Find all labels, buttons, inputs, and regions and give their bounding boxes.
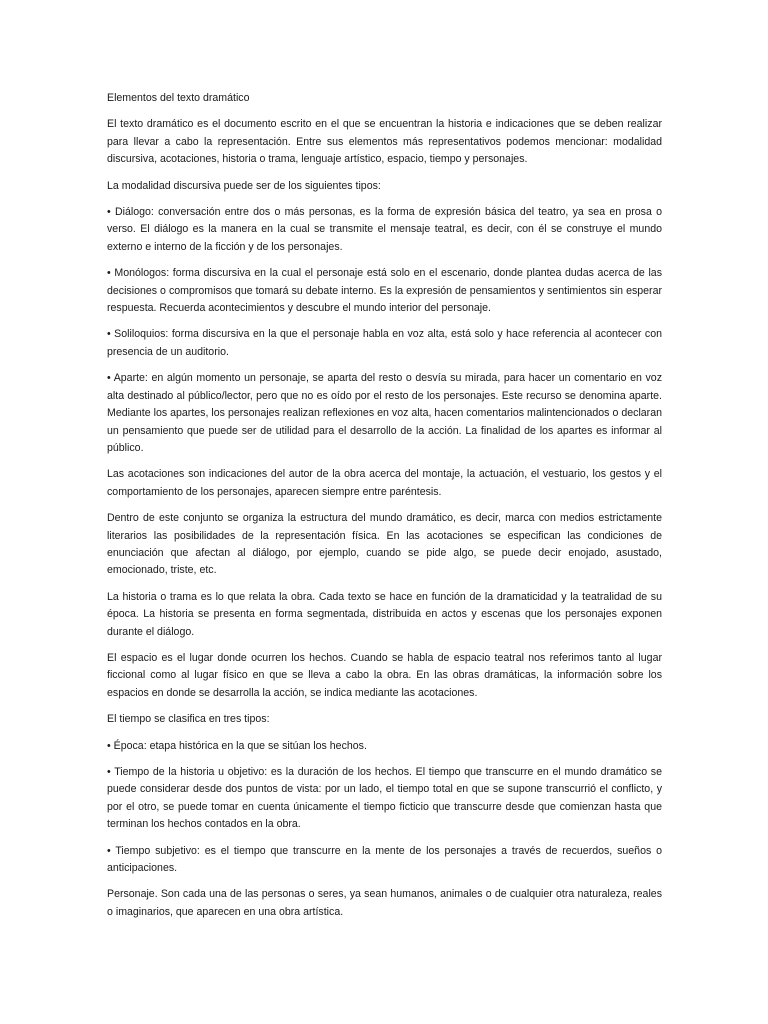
bullet-soliloquios: • Soliloquios: forma discursiva en la que el personaje habla en voz alta, está solo y hace referencia al acontecer con presencia de un auditorio. <box>107 328 662 358</box>
bullet-epoca: • Época: etapa histórica en la que se sitúan los hechos. <box>107 739 367 752</box>
bullet-aparte: • Aparte: en algún momento un personaje, se aparta del resto o desvía su mirada, para hacer un comentario en voz alta destinado al público/lector, pero que no es oído por el resto de los personajes. Este recurso se denomina aparte. Mediante los apartes, los personajes realizan reflexiones en voz alta, hacen comentarios malintencionados o declaran un pensamiento que puede ser de utilidad para el desarrollo de la acción. La finalidad de los apartes es informar al público. <box>107 372 662 454</box>
paragraph-acotaciones: Las acotaciones son indicaciones del autor de la obra acerca del montaje, la actuación, el vestuario, los gestos y el comportamiento de los personajes, aparecen siempre entre paréntesis. <box>107 468 662 498</box>
paragraph-historia: La historia o trama es lo que relata la obra. Cada texto se hace en función de la dramaticidad y la teatralidad de su época. La historia se presenta en forma segmentada, distribuida en actos y escenas que los personajes exponen durante el diálogo. <box>107 590 662 638</box>
bullet-tiempo-historia: • Tiempo de la historia u objetivo: es la duración de los hechos. El tiempo que transcurre en el mundo dramático se puede considerar desde dos puntos de vista: por un lado, el tiempo total en que se supone transcurrió el conflicto, y por el otro, se puede tomar en cuenta únicamente el tiempo ficticio que transcurre desde que comienzan hasta que terminan los hechos contados en la obra. <box>107 766 662 831</box>
bullet-tiempo-subjetivo: • Tiempo subjetivo: es el tiempo que transcurre en la mente de los personajes a través de recuerdos, sueños o anticipaciones. <box>107 844 662 875</box>
paragraph-discursive-types: La modalidad discursiva puede ser de los siguientes tipos: <box>107 179 381 192</box>
paragraph-intro: El texto dramático es el documento escrito en el que se encuentran la historia e indicaciones que se deben realizar para llevar a cabo la representación. Entre sus elementos más representativos podemos mencionar: modalidad discursiva, acotaciones, historia o trama, lenguaje artístico, espacio, tiempo y personajes. <box>107 118 662 166</box>
document-title: Elementos del texto dramático <box>107 92 250 104</box>
paragraph-estructura: Dentro de este conjunto se organiza la estructura del mundo dramático, es decir, marca con medios estrictamente literarios las posibilidades de la representación física. En las acotaciones se especifican las condiciones de enunciación que afectan al diálogo, por ejemplo, cuando se pide algo, se puede decir enojado, asustado, emocionado, triste, etc. <box>107 512 662 577</box>
paragraph-personaje: Personaje. Son cada una de las personas o seres, ya sean humanos, animales o de cualquier otra naturaleza, reales o imaginarios, que aparecen en una obra artística. <box>107 888 662 918</box>
document-page <box>107 90 662 930</box>
paragraph-espacio: El espacio es el lugar donde ocurren los hechos. Cuando se habla de espacio teatral nos referimos tanto al lugar ficcional como al lugar físico en que se lleva a cabo la obra. En las obras dramáticas, la información sobre los espacios en donde se desarrolla la acción, se indica mediante las acotaciones. <box>107 651 662 699</box>
bullet-dialogo: • Diálogo: conversación entre dos o más personas, es la forma de expresión básica del teatro, ya sea en prosa o verso. El diálogo es la manera en la cual se transmite el mensaje teatral, es decir, con él se construye el mundo externo e interno de la ficción y de los personajes. <box>107 206 662 253</box>
paragraph-tiempo-tipos: El tiempo se clasifica en tres tipos: <box>107 713 270 726</box>
bullet-monologos: • Monólogos: forma discursiva en la cual el personaje está solo en el escenario, donde plantea dudas acerca de las decisiones o compromisos que tomará su debate interno. Es la expresión de pensamientos y sentimientos sin esperar respuesta. Recuerda acontecimientos y descubre el mundo interior del personaje. <box>107 267 662 315</box>
